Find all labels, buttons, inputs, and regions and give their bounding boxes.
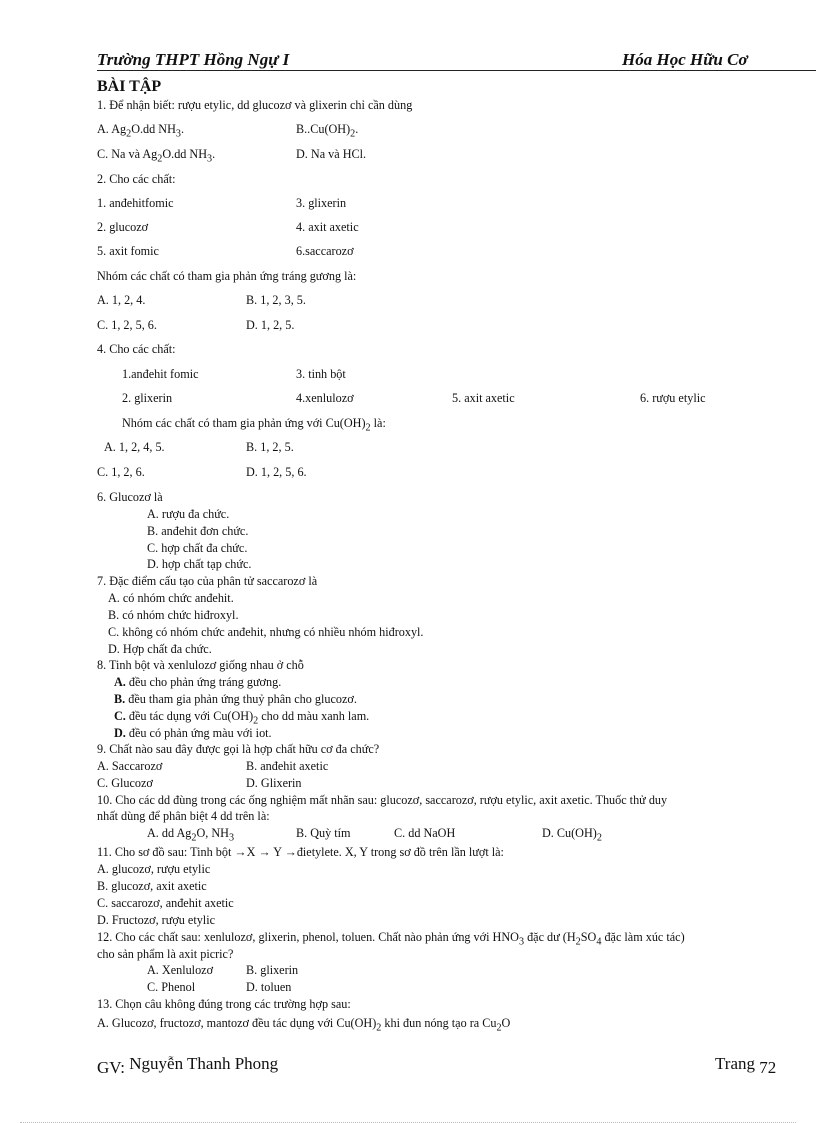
q4-option-c: C. 1, 2, 6. [97,465,145,479]
q4-item-1: 1.anđehit fomic [122,367,199,381]
q8-stem: 8. Tinh bột và xenlulozơ giống nhau ở chỗ [97,658,304,672]
q4-item-5: 5. axit axetic [452,391,515,405]
q4-item-4: 4.xenlulozơ [296,391,354,405]
header-rule [97,70,816,71]
q9-option-d: D. Glixerin [246,776,302,790]
q2-item-2: 2. glucozơ [97,220,149,234]
q1-option-c: C. Na và $Ag_2O.dd$ $NH_3$. [97,147,216,165]
q2-question: Nhóm các chất có tham gia phản ứng tráng gương là: [97,269,357,283]
q8-option-d: D. đều có phản ứng màu với iot. [114,726,272,740]
q7-stem: 7. Đặc điểm cấu tạo của phân tử saccarozơ là [97,574,318,588]
q2-stem: 2. Cho các chất: [97,172,176,186]
arrow-icon: → [284,845,297,859]
q6-option-b: B. anđehit đơn chức. [147,524,249,538]
q1-stem: 1. Để nhận biết: rượu etylic, dd glucozơ và glixerin chỉ cần dùng [97,98,413,112]
footer-teacher: GV: Nguyễn Thanh Phong [97,1054,279,1077]
q11-option-a: A. glucozơ, rượu etylic [97,862,211,876]
q2-option-c: C. 1, 2, 5, 6. [97,318,157,332]
q6-stem: 6. Glucozơ là [97,490,163,504]
q10-option-b: B. Quỳ tím [296,826,351,840]
q9-option-c: C. Glucozơ [97,776,153,790]
q12-option-b: B. glixerin [246,963,299,977]
q7-option-a: A. có nhóm chức anđehit. [108,591,234,605]
q4-option-d: D. 1, 2, 5, 6. [246,465,307,479]
arrow-icon: → [258,845,271,859]
q4-item-2: 2. glixerin [122,391,173,405]
q11-option-c: C. saccarozơ, anđehit axetic [97,896,234,910]
q4-stem: 4. Cho các chất: [97,342,176,356]
q8-option-c: C. đều tác dụng với $Cu(OH)_2$ cho dd màu xanh lam. [114,709,370,727]
q8-option-a: A. đều cho phản ứng tráng gương. [114,675,282,689]
q2-item-3: 3. glixerin [296,196,347,210]
header-school: Trường THPT Hồng Ngự I [97,50,290,69]
q4-item-3: 3. tinh bột [296,367,346,381]
q1-option-a: A. $Ag_2O.dd$ $NH_3$. [97,122,185,140]
page-title: BÀI TẬP [97,78,162,95]
q4-option-b: B. 1, 2, 5. [246,440,294,454]
q11-stem: 11. Cho sơ đồ sau: Tinh bột →X → Y →đietylete. X, Y trong sơ đồ trên lần lượt là: [97,845,504,859]
q12-option-d: D. toluen [246,980,292,994]
q12-option-a: A. Xenlulozơ [147,963,214,977]
q10-stem-line1: 10. Cho các dd đùng trong các ống nghiệm mất nhãn sau: glucozơ, saccarozơ, rượu etylic, axit axetic. Thuốc thử duy [97,793,668,807]
q6-option-d: D. hợp chất tạp chức. [147,557,252,571]
q2-item-6: 6.saccarozơ [296,244,354,258]
q7-option-c: C. không có nhóm chức anđehit, nhưng có nhiều nhóm hiđroxyl. [108,625,424,639]
q11-option-d: D. Fructozơ, rượu etylic [97,913,215,927]
q2-option-d: D. 1, 2, 5. [246,318,295,332]
q9-option-b: B. anđehit axetic [246,759,329,773]
header-subject: Hóa Học Hữu Cơ [622,50,748,69]
q8-option-b: B. đều tham gia phản ứng thuỷ phân cho glucozơ. [114,692,357,706]
q9-option-a: A. Saccarozơ [97,759,163,773]
q13-stem: 13. Chọn câu không đúng trong các trường hợp sau: [97,997,351,1011]
q2-item-5: 5. axit fomic [97,244,159,258]
q9-stem: 9. Chất nào sau đây được gọi là hợp chất hữu cơ đa chức? [97,742,380,756]
q12-option-c: C. Phenol [147,980,196,994]
q1-option-b: $B..Cu(OH)_2$. [296,122,359,140]
q12-stem-line2: cho sản phẩm là axit picric? [97,947,234,961]
q2-item-4: 4. axit axetic [296,220,359,234]
q4-question: Nhóm các chất có tham gia phản ứng với $Cu(OH)_2$ là: [122,416,386,434]
q6-option-c: C. hợp chất đa chức. [147,541,248,555]
q2-option-b: B. 1, 2, 3, 5. [246,293,306,307]
q7-option-d: D. Hợp chất đa chức. [108,642,212,656]
q10-option-d: D. $Cu(OH)_2$ [542,826,602,844]
q12-stem-line1: 12. Cho các chất sau: xenlulozơ, glixerin, phenol, toluen. Chất nào phản ứng với $HNO_3$ đặc dư ($H_2SO_4$ đặc làm xúc tác) [97,930,685,948]
q11-option-b: B. glucozơ, axit axetic [97,879,207,893]
q13-option-a: A. Glucozơ, fructozơ, mantozơ đều tác dụng với $Cu(OH)_2$ khi đun nóng tạo ra $Cu_2O$ [97,1016,511,1034]
q2-option-a: A. 1, 2, 4. [97,293,146,307]
q2-item-1: 1. anđehitfomic [97,196,174,210]
arrow-icon: → [234,845,247,859]
q1-option-d: D. Na và HCl. [296,147,367,161]
q6-option-a: A. rượu đa chức. [147,507,230,521]
q7-option-b: B. có nhóm chức hiđroxyl. [108,608,239,622]
footer-page: Trang 72 [715,1054,777,1077]
q10-option-c: C. dd NaOH [394,826,456,840]
q10-option-a: A. dd $Ag_2O$, $NH_3$ [147,826,235,844]
q4-option-a: A. 1, 2, 4, 5. [104,440,165,454]
q4-item-6: 6. rượu etylic [640,391,706,405]
q10-stem-line2: nhất dùng để phân biệt 4 dd trên là: [97,809,270,823]
